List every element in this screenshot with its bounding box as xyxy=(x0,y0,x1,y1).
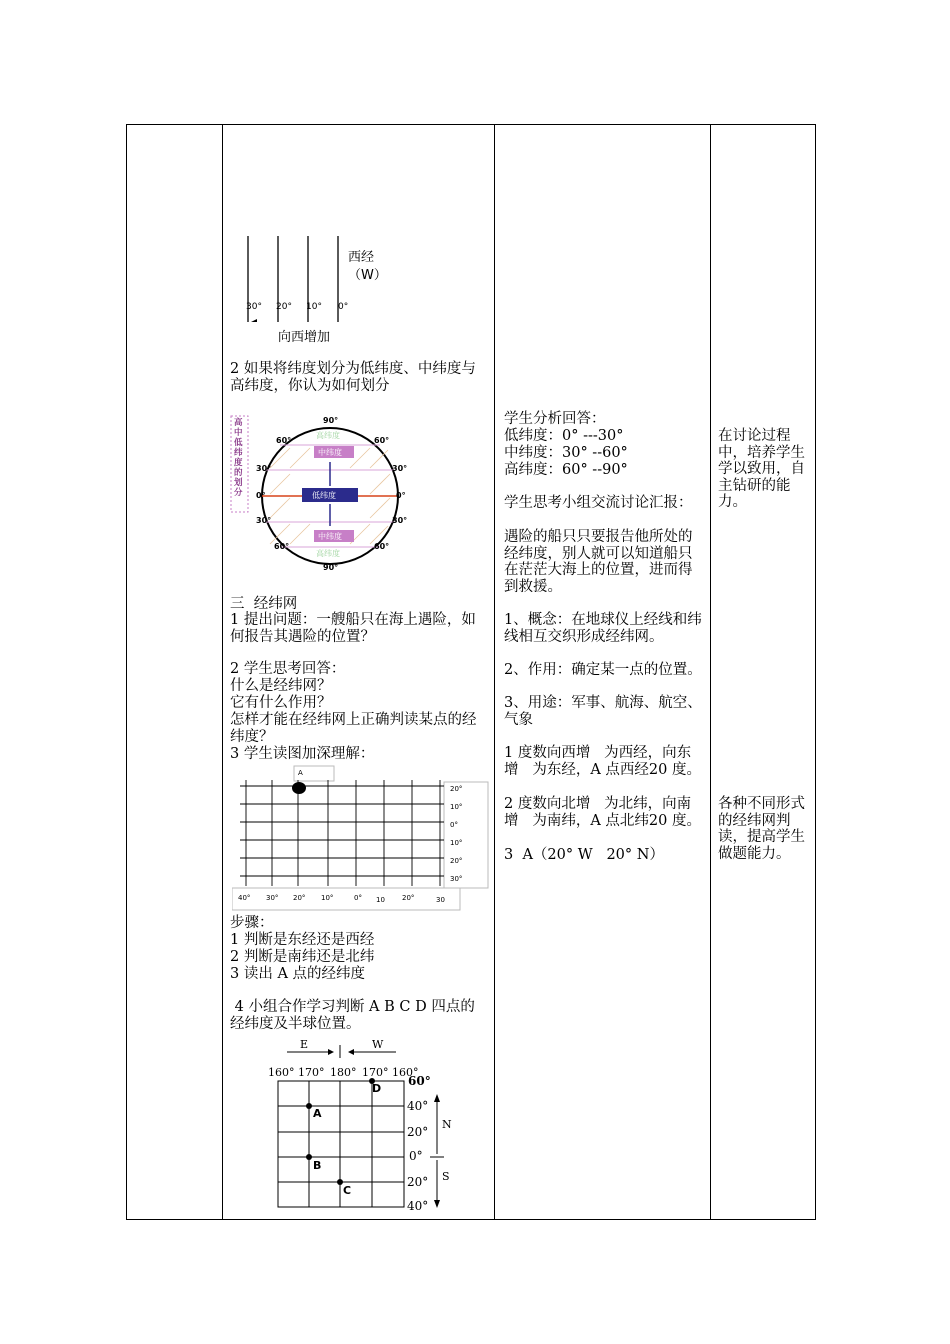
step-read-a: 3 读出 A 点的经纬度 xyxy=(230,966,366,982)
point-d-label: D xyxy=(372,1082,382,1095)
question-2: 2 如果将纬度划分为低纬度、中纬度与高纬度，你认为如何划分 xyxy=(230,361,476,394)
lat-label: 20° xyxy=(407,1125,429,1139)
lat-label: 20° xyxy=(450,857,463,865)
axis-tick-label: 30° xyxy=(246,302,262,312)
steps-title: 步骤： xyxy=(230,915,274,931)
lat-label: 30° xyxy=(256,464,272,473)
lat-label: 60° xyxy=(374,436,390,445)
lat-label: 0° xyxy=(396,491,406,500)
lat-label: 60° xyxy=(374,542,390,551)
lat-label: 20° xyxy=(450,785,463,793)
step-2-q2: 它有什么作用？ xyxy=(230,695,332,711)
axis-tick-label: 10° xyxy=(306,302,322,312)
graticule-figure-abcd xyxy=(262,1036,462,1216)
lon-label: 160° xyxy=(392,1066,419,1079)
lon-label: 180° xyxy=(330,1066,357,1079)
function: 2、作用：确定某一点的位置。 xyxy=(504,662,702,678)
answer-point-a: 3 A（20° W 20° N） xyxy=(504,847,664,863)
step-judge-ew: 1 判断是东经还是西经 xyxy=(230,932,375,948)
lat-label: 30° xyxy=(450,875,463,883)
lon-label: 10 xyxy=(376,896,385,904)
lat-label: 30° xyxy=(392,516,408,525)
east-label: E xyxy=(300,1038,309,1051)
lat-label: 90° xyxy=(323,416,339,425)
west-longitude-figure xyxy=(230,232,400,352)
point-b-label: B xyxy=(313,1159,322,1172)
point-c-label: C xyxy=(343,1184,352,1197)
answer-latitude: 2 度数向北增 为北纬，向南增 为南纬，A 点北纬20 度。 xyxy=(504,796,701,829)
discussion-answer: 遇险的船只只要报告他所处的经纬度，别人就可以知道船只在茫茫大海上的位置，进而得到救援。 xyxy=(504,529,693,595)
west-label: 西经 xyxy=(348,250,375,265)
step-4: 4 小组合作学习判断 A B C D 四点的经纬度及半球位置。 xyxy=(230,999,475,1032)
south-label: S xyxy=(442,1170,450,1183)
lon-label: 170° xyxy=(298,1066,325,1079)
lon-label: 40° xyxy=(238,894,251,902)
lon-label: 30° xyxy=(266,894,279,902)
section-3-title: 三 经纬网 xyxy=(230,596,298,612)
lon-label: 10° xyxy=(321,894,334,902)
zone-label-high: 高纬度 xyxy=(316,431,340,440)
step-2-q3: 怎样才能在经纬网上正确判读某点的经纬度？ xyxy=(230,712,477,745)
axis-tick-label: 20° xyxy=(276,302,292,312)
concept: 1、概念：在地球仪上经线和纬线相互交织形成经纬网。 xyxy=(504,612,702,645)
lat-label: 60° xyxy=(274,542,290,551)
answer-high: 高纬度：60° --90° xyxy=(504,462,628,478)
arrow-label: 向西增加 xyxy=(278,330,331,345)
purpose-practice: 各种不同形式的经纬网判读，提高学生做题能力。 xyxy=(718,796,805,862)
graticule-figure-a xyxy=(232,764,492,912)
lat-label: 60° xyxy=(276,436,292,445)
lat-label: 40° xyxy=(407,1199,429,1213)
zone-label-mid: 中纬度 xyxy=(318,448,342,457)
lat-label: 20° xyxy=(407,1175,429,1189)
answer-title: 学生分析回答： xyxy=(504,411,606,427)
column-divider xyxy=(710,125,711,1219)
step-judge-ns: 2 判断是南纬还是北纬 xyxy=(230,949,375,965)
lat-label: 60° xyxy=(408,1074,431,1088)
lat-label: 0° xyxy=(450,821,458,829)
lat-label: 10° xyxy=(450,839,463,847)
lon-label: 30 xyxy=(436,896,445,904)
point-a-label: A xyxy=(298,769,303,777)
zone-label-high: 高纬度 xyxy=(316,549,340,558)
zone-label-mid: 中纬度 xyxy=(318,532,342,541)
discussion-title: 学生思考小组交流讨论汇报： xyxy=(504,495,693,511)
lat-label: 0° xyxy=(256,491,266,500)
column-divider xyxy=(494,125,495,1219)
lon-label: 0° xyxy=(354,894,362,902)
lat-label: 90° xyxy=(323,563,339,572)
column-divider xyxy=(222,125,223,1219)
axis-tick-label: 0° xyxy=(338,302,349,312)
lon-label: 20° xyxy=(402,894,415,902)
step-2-q1: 什么是经纬网？ xyxy=(230,678,332,694)
latitude-zones-figure xyxy=(230,410,430,580)
step-1: 1 提出问题：一艘船只在海上遇险，如何报告其遇险的位置？ xyxy=(230,612,476,645)
step-3: 3 学生读图加深理解： xyxy=(230,746,375,762)
west-label-w: （W） xyxy=(348,268,387,283)
answer-mid: 中纬度：30° --60° xyxy=(504,445,628,461)
usage: 3、用途：军事、航海、航空、气象 xyxy=(504,695,702,728)
lon-label: 170° xyxy=(362,1066,389,1079)
lat-label: 40° xyxy=(407,1099,429,1113)
point-a-label: A xyxy=(313,1107,322,1120)
north-label: N xyxy=(442,1118,452,1131)
lat-label: 10° xyxy=(450,803,463,811)
west-label: W xyxy=(372,1038,384,1051)
lon-label: 160° xyxy=(268,1066,295,1079)
zones-side-label: 高中低纬度的划分 xyxy=(234,418,243,498)
answer-longitude: 1 度数向西增 为西经，向东增 为东经，A 点西经20 度。 xyxy=(504,745,701,778)
lat-label: 30° xyxy=(256,516,272,525)
lat-label: 30° xyxy=(392,464,408,473)
lon-label: 20° xyxy=(293,894,306,902)
step-2-title: 2 学生思考回答： xyxy=(230,661,346,677)
lat-label: 0° xyxy=(409,1149,423,1163)
zone-label-low: 低纬度 xyxy=(312,491,336,500)
purpose-discussion: 在讨论过程中，培养学生学以致用，自主钻研的能力。 xyxy=(718,428,805,510)
answer-low: 低纬度：0° ---30° xyxy=(504,428,624,444)
